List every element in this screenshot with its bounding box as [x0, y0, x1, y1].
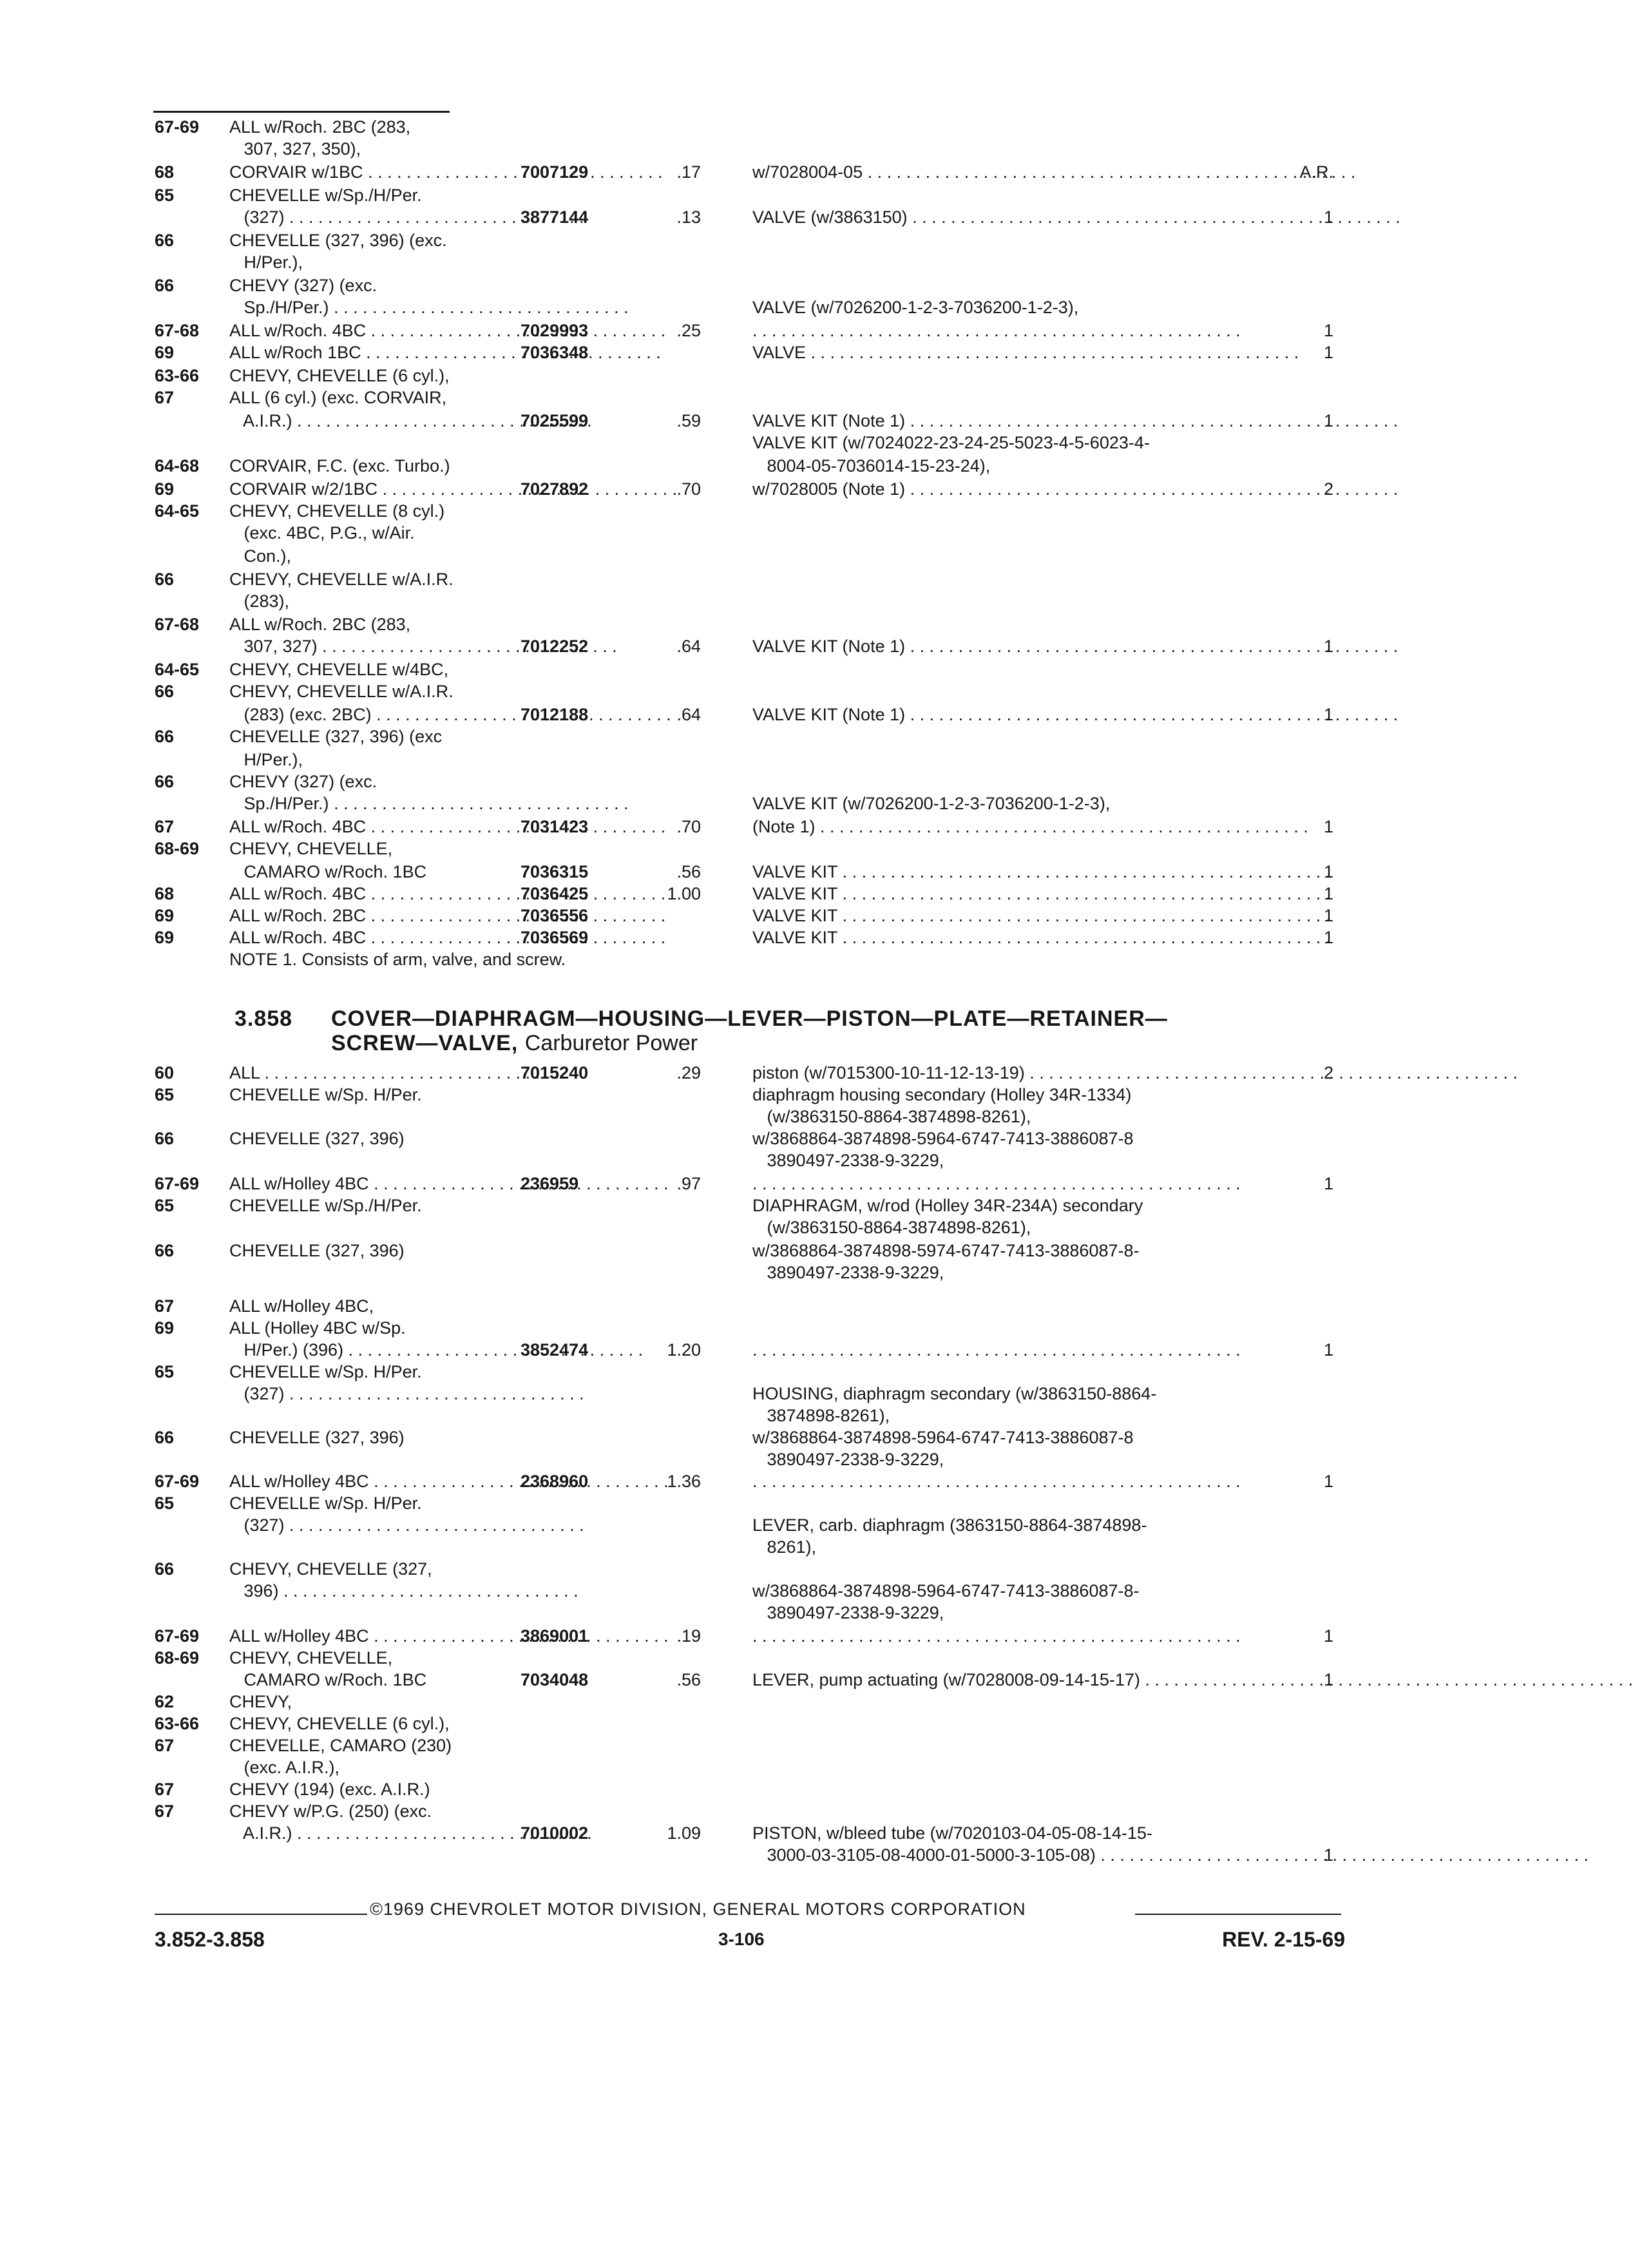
model-year: 67 — [155, 388, 175, 407]
quantity: A.R. — [1299, 162, 1333, 182]
model-year: 65 — [155, 1362, 175, 1381]
table-row — [0, 251, 1628, 273]
part-number: 7036569 — [520, 928, 589, 947]
application: (327) . . . — [229, 1383, 513, 1405]
quantity: 1 — [1323, 343, 1333, 362]
model-year: 69 — [155, 479, 175, 499]
table-row — [0, 184, 1628, 206]
application: CHEVELLE (327, 396) — [229, 1129, 405, 1148]
dot-leader — [752, 1625, 1306, 1647]
price: 1.09 — [667, 1823, 701, 1843]
price: 1.20 — [667, 1340, 701, 1360]
model-year: 67 — [155, 1802, 175, 1821]
description: w/3868864-3874898-5964-6747-7413-3886087-8- — [752, 1581, 1140, 1600]
application: A.I.R.) . . . — [229, 410, 513, 432]
application: ALL w/Holley 4BC . . . — [229, 1470, 513, 1492]
section-heading — [234, 1006, 1394, 1055]
table-row — [0, 1295, 1628, 1317]
table-row — [0, 432, 1628, 454]
quantity: 1 — [1323, 1340, 1333, 1360]
application: CHEVY, CHEVELLE w/A.I.R. — [229, 682, 454, 701]
quantity: 1 — [1323, 906, 1333, 925]
description: PISTON, w/bleed tube (w/7020103-04-05-08-14-15- — [752, 1823, 1152, 1843]
application: Sp./H/Per.) . . . — [229, 296, 513, 318]
model-year: 66 — [155, 1559, 175, 1579]
quantity: 1 — [1323, 411, 1333, 430]
description: VALVE KIT . . . — [752, 883, 1306, 905]
dot-leader — [752, 320, 1306, 341]
dot-leader — [752, 1470, 1306, 1492]
table-row — [0, 771, 1628, 793]
quantity: 2 — [1323, 1063, 1333, 1082]
model-year: 69 — [155, 1318, 175, 1338]
price: 1.00 — [667, 884, 701, 903]
description: w/3868864-3874898-5974-6747-7413-3886087-8- — [752, 1241, 1140, 1260]
table-row — [0, 1195, 1628, 1216]
application: ALL w/Holley 4BC . . . — [229, 1625, 513, 1647]
application: CHEVY (194) (exc. A.I.R.) — [229, 1780, 430, 1799]
table-row — [0, 590, 1628, 612]
quantity: 1 — [1323, 207, 1333, 227]
quantity: 1 — [1323, 637, 1333, 656]
application: CHEVY, CHEVELLE w/A.I.R. — [229, 570, 454, 589]
model-year: 67-69 — [155, 1174, 200, 1193]
quantity: 1 — [1323, 928, 1333, 947]
model-year: 69 — [155, 906, 175, 925]
model-year: 60 — [155, 1063, 175, 1082]
price: .64 — [676, 637, 701, 656]
part-number: 3869001 — [520, 1626, 589, 1646]
application: CHEVELLE (327, 396) — [229, 1428, 405, 1447]
application: ALL w/Holley 4BC, — [229, 1296, 374, 1316]
table-row — [0, 1470, 1628, 1492]
application: CHEVELLE w/Sp./H/Per. — [229, 186, 422, 205]
part-number: 7012188 — [520, 705, 589, 724]
price: .25 — [676, 321, 701, 340]
table-row — [0, 613, 1628, 635]
table-row — [0, 1580, 1628, 1602]
application: CHEVY, CHEVELLE, — [229, 839, 393, 858]
model-year: 66 — [155, 1428, 175, 1447]
model-year: 67-69 — [155, 1472, 200, 1491]
application: Sp./H/Per.) . . . — [229, 793, 513, 814]
table-row — [0, 387, 1628, 408]
table-row — [0, 1558, 1628, 1580]
description: LEVER, carb. diaphragm (3863150-8864-3874898- — [752, 1515, 1147, 1535]
price: .70 — [676, 817, 701, 836]
application: CHEVY, — [229, 1692, 292, 1711]
table-row — [0, 1339, 1628, 1361]
application: (exc. 4BC, P.G., w/Air. — [229, 523, 415, 543]
description: VALVE KIT (w/7026200-1-2-3-7036200-1-2-3), — [752, 794, 1111, 813]
application: CHEVELLE w/Sp./H/Per. — [229, 1196, 422, 1215]
section-title-line1: COVER—DIAPHRAGM—HOUSING—LEVER—PISTON—PLATE—RETAINER— — [331, 1006, 1168, 1031]
table-row — [0, 1822, 1628, 1844]
table-row — [0, 455, 1628, 477]
table-row — [0, 1084, 1628, 1106]
table-row — [0, 1240, 1628, 1262]
application: CORVAIR w/1BC . . . — [229, 161, 513, 183]
application: ALL w/Roch. 2BC . . . — [229, 905, 513, 927]
application: CAMARO w/Roch. 1BC — [229, 1670, 427, 1689]
application: H/Per.), — [229, 253, 303, 272]
application: Con.), — [229, 546, 292, 566]
table-row — [0, 680, 1628, 702]
application: CHEVY, CHEVELLE, — [229, 1648, 393, 1667]
table-row — [0, 1062, 1628, 1084]
price: .19 — [676, 1626, 701, 1646]
application: ALL (Holley 4BC w/Sp. — [229, 1318, 406, 1338]
description: (w/3863150-8864-3874898-8261), — [752, 1107, 1031, 1126]
model-year: 67 — [155, 1736, 175, 1755]
description: w/3868864-3874898-5964-6747-7413-3886087-8 — [752, 1129, 1134, 1148]
part-number: 7031423 — [520, 817, 589, 836]
description: 3890497-2338-9-3229, — [752, 1450, 944, 1469]
table-row — [0, 1691, 1628, 1713]
part-number: 7012252 — [520, 637, 589, 656]
application: ALL . . . — [229, 1062, 513, 1084]
quantity: 1 — [1323, 862, 1333, 881]
quantity: 1 — [1323, 1670, 1333, 1689]
table-row — [0, 1800, 1628, 1822]
table-row — [0, 1106, 1628, 1128]
description: VALVE KIT (Note 1) . . . — [752, 410, 1306, 432]
application: CHEVELLE w/Sp. H/Per. — [229, 1085, 422, 1104]
table-row — [0, 1427, 1628, 1448]
table-row — [0, 793, 1628, 814]
description: HOUSING, diaphragm secondary (w/3863150-8864- — [752, 1384, 1157, 1403]
model-year: 64-65 — [155, 660, 200, 679]
application: CHEVY, CHEVELLE (6 cyl.), — [229, 1714, 450, 1733]
table-row — [0, 138, 1628, 160]
table-row — [0, 948, 1628, 970]
table-row — [0, 229, 1628, 251]
part-number: 7007129 — [520, 162, 589, 182]
table-row — [0, 1536, 1628, 1558]
table-row — [0, 1602, 1628, 1624]
application: A.I.R.) . . . — [229, 1822, 513, 1844]
table-row — [0, 704, 1628, 726]
application: 396) . . . — [229, 1580, 513, 1602]
table-row — [0, 410, 1628, 432]
application: CHEVY, CHEVELLE w/4BC, — [229, 660, 449, 679]
quantity: 1 — [1323, 1472, 1333, 1491]
table-row — [0, 1383, 1628, 1405]
application: CHEVY (327) (exc. — [229, 772, 377, 791]
price: .56 — [676, 1670, 701, 1689]
part-number: 3877144 — [520, 207, 589, 227]
model-year: 69 — [155, 928, 175, 947]
model-year: 66 — [155, 772, 175, 791]
application: (exc. A.I.R.), — [229, 1758, 340, 1777]
part-number: 7010002 — [520, 1823, 589, 1843]
table-row — [0, 1669, 1628, 1691]
quantity: 1 — [1323, 817, 1333, 836]
description: 3890497-2338-9-3229, — [752, 1603, 944, 1622]
application: CHEVELLE, CAMARO (230) — [229, 1736, 452, 1755]
description: VALVE KIT . . . — [752, 927, 1306, 948]
price: .70 — [676, 479, 701, 499]
application: CHEVY w/P.G. (250) (exc. — [229, 1802, 432, 1821]
price: .13 — [676, 207, 701, 227]
price: .29 — [676, 1063, 701, 1082]
footer-rule-right — [1135, 1914, 1341, 1915]
price: .97 — [676, 1174, 701, 1193]
top-rule — [153, 111, 450, 113]
table-row — [0, 478, 1628, 500]
model-year: 65 — [155, 186, 175, 205]
table-row — [0, 1778, 1628, 1800]
part-number: 7036425 — [520, 884, 589, 903]
quantity: 1 — [1323, 321, 1333, 340]
model-year: 68 — [155, 884, 175, 903]
price: .59 — [676, 411, 701, 430]
table-row — [0, 206, 1628, 228]
table-row — [0, 1713, 1628, 1735]
model-year: 67-69 — [155, 1626, 200, 1646]
model-year: 66 — [155, 276, 175, 295]
table-row — [0, 545, 1628, 567]
application: CORVAIR w/2/1BC . . . — [229, 478, 513, 500]
model-year: 67-68 — [155, 321, 200, 340]
model-year: 62 — [155, 1692, 175, 1711]
table-row — [0, 1756, 1628, 1778]
table-row — [0, 1216, 1628, 1238]
part-number: 7036348 — [520, 343, 589, 362]
description: VALVE KIT (w/7024022-23-24-25-5023-4-5-6023-4- — [752, 433, 1150, 452]
model-year: 65 — [155, 1085, 175, 1104]
model-year: 67-68 — [155, 615, 200, 634]
model-year: 66 — [155, 231, 175, 250]
description: 3000-03-3105-08-4000-01-5000-3-105-08) . . . — [752, 1844, 1306, 1866]
table-row — [0, 1625, 1628, 1647]
quantity: 1 — [1323, 1174, 1333, 1193]
section-title-line2: SCREW—VALVE, — [331, 1031, 519, 1055]
application: H/Per.) (396) . . . — [229, 1339, 513, 1361]
model-year: 65 — [155, 1196, 175, 1215]
price: .64 — [676, 705, 701, 724]
model-year: 66 — [155, 570, 175, 589]
application: ALL w/Roch. 2BC (283, — [229, 117, 411, 137]
model-year: 67-69 — [155, 117, 200, 137]
description: DIAPHRAGM, w/rod (Holley 34R-234A) secondary — [752, 1196, 1143, 1215]
table-row — [0, 1448, 1628, 1470]
table-row — [0, 861, 1628, 883]
description: VALVE KIT . . . — [752, 861, 1306, 883]
application: CHEVELLE (327, 396) — [229, 1241, 405, 1260]
description: LEVER, pump actuating (w/7028008-09-14-15-17) . . . — [752, 1669, 1306, 1691]
application: CHEVELLE w/Sp. H/Per. — [229, 1494, 422, 1513]
application: ALL w/Roch 1BC . . . — [229, 341, 513, 363]
application: CHEVY (327) (exc. — [229, 276, 377, 295]
table-row — [0, 568, 1628, 590]
part-number: 7036556 — [520, 906, 589, 925]
application: (327) . . . — [229, 206, 513, 228]
table-row — [0, 1405, 1628, 1427]
application: ALL w/Roch. 4BC . . . — [229, 816, 513, 838]
description: w/7028005 (Note 1) . . . — [752, 478, 1306, 500]
model-year: 67 — [155, 1780, 175, 1799]
description: VALVE KIT (Note 1) . . . — [752, 704, 1306, 726]
table-row — [0, 1262, 1628, 1283]
application: ALL w/Roch. 4BC . . . — [229, 320, 513, 341]
part-number: 7025599 — [520, 411, 589, 430]
description: (w/3863150-8864-3874898-8261), — [752, 1218, 1031, 1237]
application: ALL w/Roch. 2BC (283, — [229, 615, 411, 634]
footer-rule-left — [155, 1914, 367, 1915]
quantity: 1 — [1323, 1845, 1333, 1865]
description: 3874898-8261), — [752, 1406, 890, 1425]
description: VALVE KIT (Note 1) . . . — [752, 635, 1306, 657]
table-row — [0, 116, 1628, 138]
description: VALVE (w/3863150) . . . — [752, 206, 1306, 228]
section-subtitle: Carburetor Power — [524, 1031, 698, 1055]
part-number: 7036315 — [520, 862, 589, 881]
model-year: 63-66 — [155, 366, 200, 385]
part-number: 7027892 — [520, 479, 589, 499]
model-year: 66 — [155, 682, 175, 701]
revision-date: REV. 2-15-69 — [1222, 1928, 1345, 1951]
copyright: ©1969 CHEVROLET MOTOR DIVISION, GENERAL MOTORS CORPORATION — [370, 1899, 1026, 1919]
application: CHEVELLE w/Sp. H/Per. — [229, 1362, 422, 1381]
description: (Note 1) . . . — [752, 816, 1306, 838]
description: VALVE KIT . . . — [752, 905, 1306, 927]
description: VALVE (w/7026200-1-2-3-7036200-1-2-3), — [752, 298, 1079, 317]
application: (283) (exc. 2BC) . . . — [229, 704, 513, 726]
part-number: 2368960 — [520, 1472, 589, 1491]
model-year: 68 — [155, 162, 175, 182]
application: CHEVY, CHEVELLE (8 cyl.) — [229, 501, 445, 521]
table-row — [0, 658, 1628, 680]
part-number: 236959 — [520, 1174, 579, 1193]
page-number: 3-106 — [718, 1929, 765, 1949]
application: 307, 327, 350), — [229, 139, 361, 159]
application: ALL w/Roch. 4BC . . . — [229, 927, 513, 948]
part-number: 3852474 — [520, 1340, 589, 1360]
part-number: 7034048 — [520, 1670, 589, 1689]
table-row — [0, 905, 1628, 927]
part-number: 7015240 — [520, 1063, 589, 1082]
table-row — [0, 296, 1628, 318]
description: diaphragm housing secondary (Holley 34R-1334) — [752, 1085, 1132, 1104]
application: 307, 327) . . . — [229, 635, 513, 657]
table-row — [0, 1647, 1628, 1669]
model-year: 64-65 — [155, 501, 200, 521]
application: CORVAIR, F.C. (exc. Turbo.) — [229, 456, 450, 476]
model-year: 66 — [155, 1129, 175, 1148]
model-year: 64-68 — [155, 456, 200, 476]
price: .56 — [676, 862, 701, 881]
table-row — [0, 1128, 1628, 1149]
application: ALL (6 cyl.) (exc. CORVAIR, — [229, 388, 447, 407]
table-row — [0, 522, 1628, 544]
table-row — [0, 1844, 1628, 1866]
table-row — [0, 320, 1628, 341]
application: H/Per.), — [229, 750, 303, 769]
application: ALL w/Roch. 4BC . . . — [229, 883, 513, 905]
table-row — [0, 1735, 1628, 1756]
table-row — [0, 1514, 1628, 1536]
table-row — [0, 1173, 1628, 1195]
dot-leader — [752, 1339, 1306, 1361]
description: piston (w/7015300-10-11-12-13-19) . . . — [752, 1062, 1306, 1084]
table-row — [0, 726, 1628, 747]
application: ALL w/Holley 4BC . . . — [229, 1173, 513, 1195]
section-number: 3.858 — [234, 1006, 293, 1031]
model-year: 66 — [155, 1241, 175, 1260]
quantity: 1 — [1323, 1626, 1333, 1646]
model-year: 69 — [155, 343, 175, 362]
table-row — [0, 1149, 1628, 1171]
table-row — [0, 749, 1628, 771]
price: .17 — [676, 162, 701, 182]
table-row — [0, 274, 1628, 296]
part-number: 7029993 — [520, 321, 589, 340]
application: CHEVY, CHEVELLE (6 cyl.), — [229, 366, 450, 385]
page-range: 3.852-3.858 — [155, 1928, 265, 1951]
quantity: 1 — [1323, 705, 1333, 724]
model-year: 68-69 — [155, 1648, 200, 1667]
table-row — [0, 816, 1628, 838]
model-year: 68-69 — [155, 839, 200, 858]
application: (327) . . . — [229, 1514, 513, 1536]
description: VALVE . . . — [752, 341, 1306, 363]
table-row — [0, 1317, 1628, 1339]
description: 8004-05-7036014-15-23-24), — [752, 456, 991, 476]
model-year: 63-66 — [155, 1714, 200, 1733]
description: w/3868864-3874898-5964-6747-7413-3886087-8 — [752, 1428, 1134, 1447]
table-row — [0, 927, 1628, 948]
table-row — [0, 365, 1628, 387]
application: CHEVELLE (327, 396) (exc — [229, 727, 443, 746]
description: w/7028004-05 . . . — [752, 161, 1306, 183]
table-row — [0, 500, 1628, 522]
table-row — [0, 1361, 1628, 1383]
table-row — [0, 161, 1628, 183]
application: NOTE 1. Consists of arm, valve, and screw. — [229, 950, 566, 969]
description: 8261), — [752, 1537, 817, 1557]
quantity: 1 — [1323, 884, 1333, 903]
model-year: 67 — [155, 1296, 175, 1316]
description: 3890497-2338-9-3229, — [752, 1151, 944, 1170]
table-row — [0, 838, 1628, 860]
table-row — [0, 883, 1628, 905]
application: (283), — [229, 591, 290, 611]
model-year: 67 — [155, 817, 175, 836]
description: 3890497-2338-9-3229, — [752, 1263, 944, 1282]
quantity: 2 — [1323, 479, 1333, 499]
model-year: 66 — [155, 727, 175, 746]
application: CHEVELLE (327, 396) (exc. — [229, 231, 447, 250]
table-row — [0, 1492, 1628, 1514]
table-row — [0, 635, 1628, 657]
application: CAMARO w/Roch. 1BC — [229, 862, 427, 881]
model-year: 65 — [155, 1494, 175, 1513]
dot-leader — [752, 1173, 1306, 1195]
price: 1.36 — [667, 1472, 701, 1491]
table-row — [0, 341, 1628, 363]
application: CHEVY, CHEVELLE (327, — [229, 1559, 432, 1579]
